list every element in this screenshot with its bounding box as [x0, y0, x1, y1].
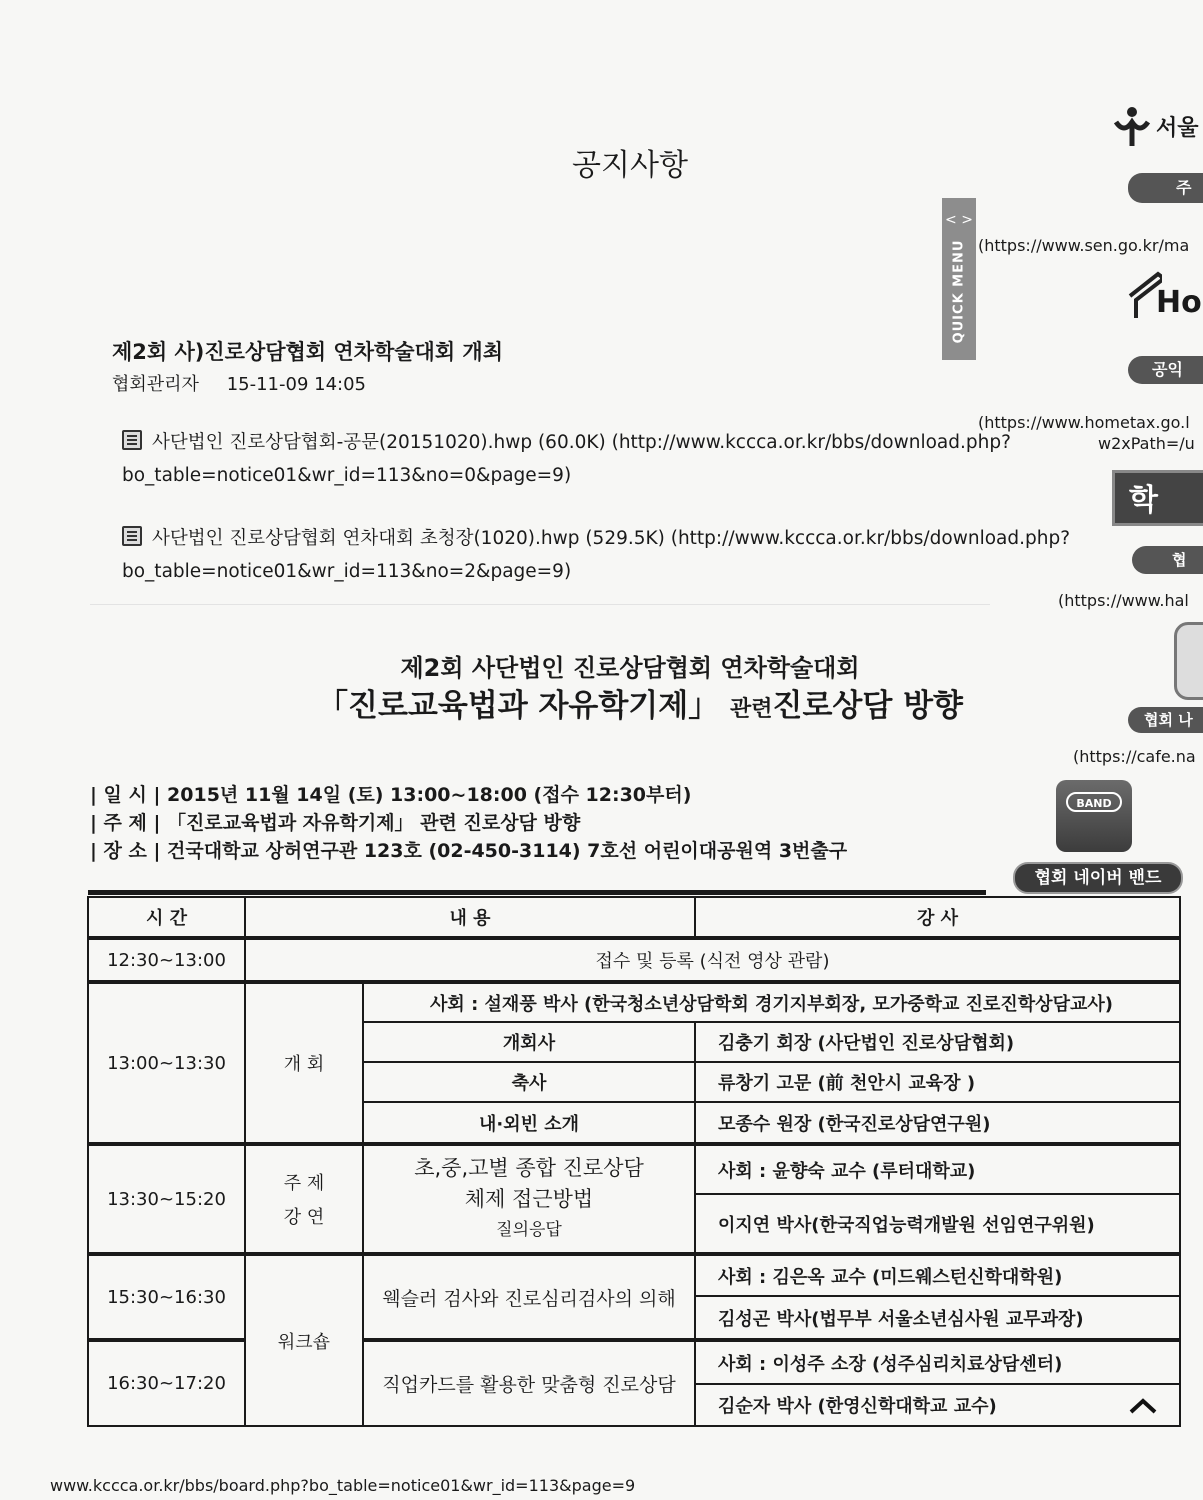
attachment-line2[interactable]: bo_table=notice01&wr_id=113&no=2&page=9) [122, 561, 572, 582]
content-cell: 접수 및 등록 (식전 영상 관람) [245, 938, 1180, 982]
content-cell: 웩슬러 검사와 진로심리검사의 의해 [363, 1254, 695, 1340]
sidebar-link[interactable]: w2xPath=/u [1098, 434, 1195, 453]
sidebar-link[interactable]: (https://cafe.na [1073, 747, 1196, 766]
category-line: 강 연 [283, 1207, 325, 1228]
speaker-cell: 모종수 원장 (한국진로상담연구원) [695, 1102, 1180, 1144]
time-cell: 16:30~17:20 [88, 1340, 245, 1426]
content-line: 초,중,고별 종합 진로상담 [414, 1155, 644, 1180]
content-cell: 축사 [363, 1062, 695, 1102]
mc-cell: 사회 : 윤향숙 교수 (루터대학교) [695, 1144, 1180, 1194]
event-topic: | 주 제 | 「진로교육법과 자유학기제」 관련 진로상담 방향 [90, 812, 581, 834]
table-row [88, 938, 1180, 982]
file-icon [122, 430, 142, 450]
event-subheading [0, 680, 1203, 725]
quick-menu[interactable] [942, 198, 976, 360]
table-row [88, 1254, 1180, 1296]
page-title: 공지사항 [572, 148, 688, 183]
attachment-link[interactable] [122, 522, 1070, 588]
seoul-logo-text: 서울 [1156, 115, 1199, 141]
event-place: | 장 소 | 건국대학교 상허연구관 123호 (02-450-3114) 7호선 어린이대공원역 3번출구 [90, 840, 848, 862]
home-button[interactable] [1128, 270, 1202, 320]
header-speaker: 강 사 [695, 897, 1180, 938]
sidebar-link[interactable]: (https://www.sen.go.kr/ma [978, 236, 1190, 255]
attachment-line2[interactable]: bo_table=notice01&wr_id=113&no=0&page=9) [122, 465, 572, 486]
speaker-cell: 김순자 박사 (한영신학대학교 교수) [695, 1384, 1180, 1426]
content-line: 질의응답 [496, 1219, 562, 1240]
content-cell: 내·외빈 소개 [363, 1102, 695, 1144]
table-row [88, 1144, 1180, 1194]
event-theme-connector: 관련 [730, 697, 773, 722]
sidebar-button-1[interactable]: 주 [1128, 173, 1203, 203]
speaker-cell: 이지연 박사(한국직업능력개발원 선임연구위원) [695, 1194, 1180, 1254]
attachment-link[interactable] [122, 426, 1011, 492]
category-cell: 워크숍 [245, 1254, 363, 1426]
mc-cell: 사회 : 설재풍 박사 (한국청소년상담학회 경기지부회장, 모가중학교 진로진학상담교사) [363, 982, 1180, 1022]
band-icon-label: BAND [1066, 792, 1122, 812]
category-cell [245, 1144, 363, 1254]
band-app-icon[interactable] [1056, 780, 1132, 852]
time-cell: 12:30~13:00 [88, 938, 245, 982]
table-row [88, 982, 1180, 1022]
sidebar-link[interactable]: (https://www.hal [1058, 591, 1189, 610]
sidebar-button-2[interactable]: 공익 [1128, 356, 1203, 384]
quick-menu-label: QUICK MENU [951, 239, 967, 344]
speaker-cell: 류창기 고문 (前 천안시 교육장 ) [695, 1062, 1180, 1102]
sidebar-button-3[interactable]: 협 [1132, 546, 1203, 574]
scroll-top-button[interactable] [1128, 1392, 1158, 1422]
chevron-up-icon [1128, 1397, 1158, 1415]
footer-url: www.kccca.or.kr/bbs/board.php?bo_table=notice01&wr_id=113&page=9 [50, 1476, 636, 1495]
home-text: Ho [1156, 285, 1202, 320]
category-line: 주 제 [283, 1173, 325, 1194]
content-cell: 직업카드를 활용한 맞춤형 진로상담 [363, 1340, 695, 1426]
time-cell: 15:30~16:30 [88, 1254, 245, 1340]
content-cell: 개회사 [363, 1022, 695, 1062]
post-meta [112, 370, 388, 396]
category-cell: 개 회 [245, 982, 363, 1144]
sidebar-app-icon[interactable] [1174, 622, 1203, 700]
table-header-row [88, 897, 1180, 938]
divider [88, 890, 986, 895]
speaker-cell: 김충기 회장 (사단법인 진로상담협회) [695, 1022, 1180, 1062]
attachment-line1[interactable]: 사단법인 진로상담협회 연차대회 초청장(1020).hwp (529.5K) (http://www.kccca.or.kr/bbs/download.php? [152, 528, 1071, 549]
event-heading: 제2회 사단법인 진로상담협회 연차학술대회 [400, 654, 860, 682]
header-time: 시 간 [88, 897, 245, 938]
header-content: 내 용 [245, 897, 695, 938]
sidebar-banner[interactable]: 학 [1112, 470, 1203, 526]
mc-cell: 사회 : 김은옥 교수 (미드웨스턴신학대학원) [695, 1254, 1180, 1296]
time-cell: 13:00~13:30 [88, 982, 245, 1144]
content-cell [363, 1144, 695, 1254]
time-cell: 13:30~15:20 [88, 1144, 245, 1254]
event-when: | 일 시 | 2015년 11월 14일 (토) 13:00~18:00 (접수 12:30부터) [90, 784, 692, 806]
band-link[interactable]: 협회 네이버 밴드 [1013, 862, 1183, 894]
file-icon [122, 526, 142, 546]
divider [90, 604, 990, 605]
program-table [87, 896, 1181, 1427]
event-theme-end: 진로상담 방향 [772, 688, 963, 724]
content-line: 체제 접근방법 [464, 1186, 594, 1211]
event-theme: 「진로교육법과 자유학기제」 [317, 688, 720, 724]
post-title: 제2회 사)진로상담협회 연차학술대회 개최 [112, 340, 504, 364]
post-author: 협회관리자 [112, 374, 199, 395]
post-datetime: 15-11-09 14:05 [226, 374, 366, 395]
expand-arrows-icon[interactable]: < > [945, 212, 973, 228]
sidebar-button-4[interactable]: 협회 나 [1128, 707, 1203, 733]
seoul-emblem-icon [1112, 104, 1152, 148]
sidebar-link[interactable]: (https://www.hometax.go.l [978, 413, 1190, 432]
seoul-logo[interactable] [1112, 104, 1199, 148]
speaker-cell: 김성곤 박사(법무부 서울소년심사원 교무과장) [695, 1296, 1180, 1340]
attachment-line1[interactable]: 사단법인 진로상담협회-공문(20151020).hwp (60.0K) (http://www.kccca.or.kr/bbs/download.php? [152, 432, 1011, 453]
mc-cell: 사회 : 이성주 소장 (성주심리치료상담센터) [695, 1340, 1180, 1384]
